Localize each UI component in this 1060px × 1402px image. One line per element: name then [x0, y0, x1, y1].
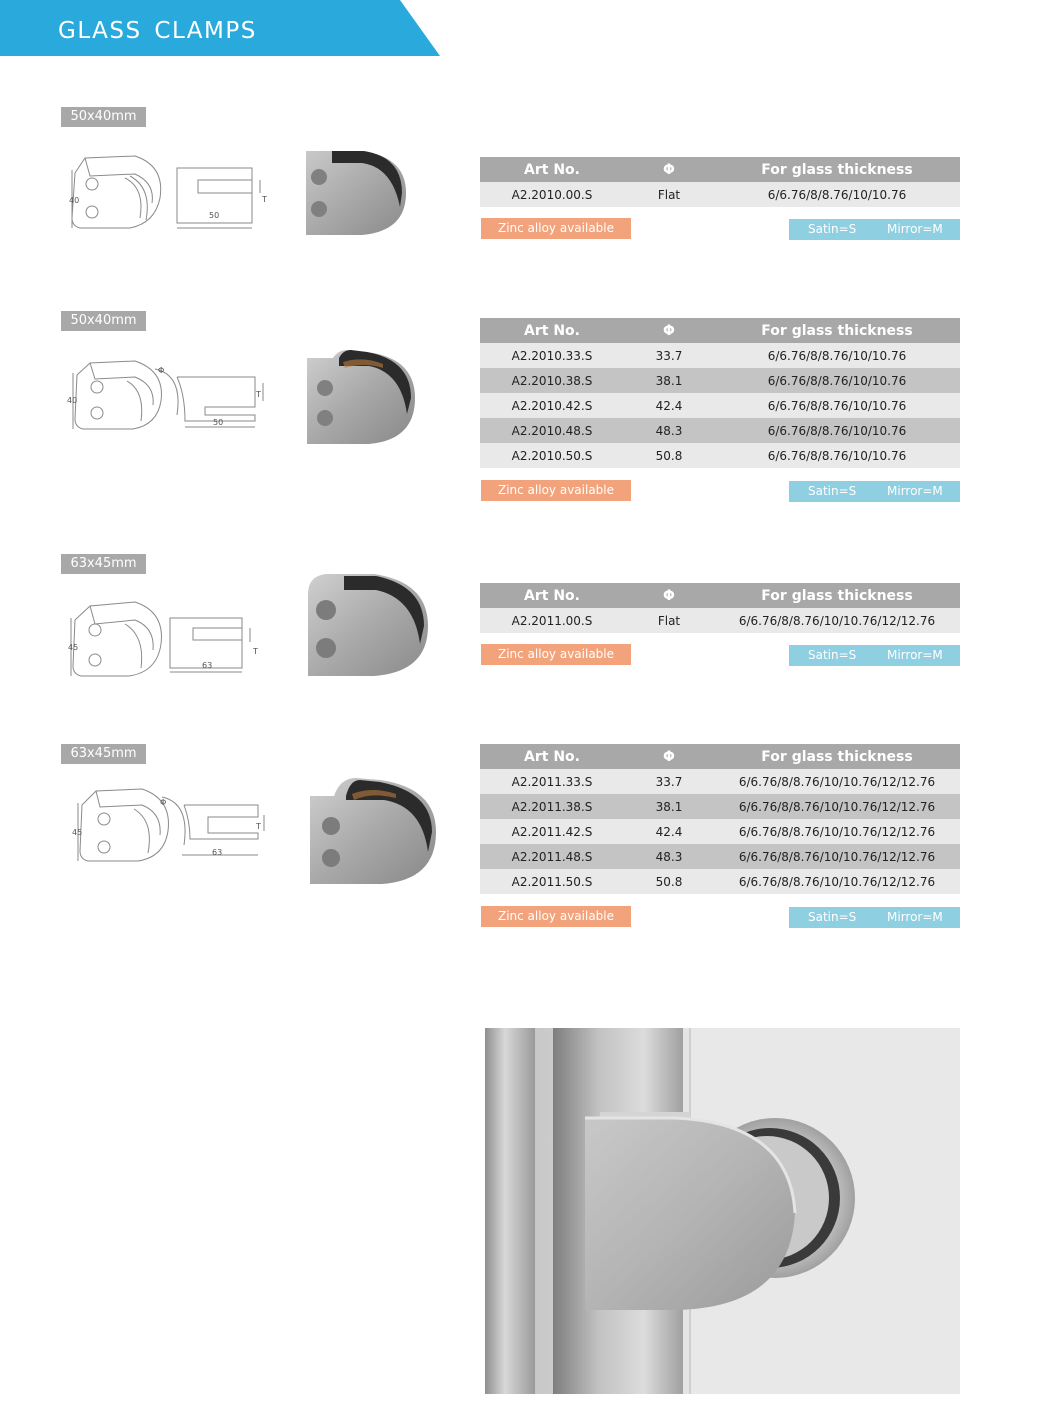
table-row [480, 869, 960, 894]
art-no-cell: A2.2010.00.S [480, 182, 624, 207]
size-label: 63x45mm [61, 554, 146, 574]
art-no-cell: A2.2011.33.S [480, 769, 624, 794]
dim-t: T [253, 647, 258, 656]
header-phi: Φ [624, 744, 714, 769]
table-row [480, 343, 960, 368]
thickness-cell: 6/6.76/8/8.76/10/10.76 [714, 393, 960, 418]
thickness-cell: 6/6.76/8/8.76/10/10.76 [714, 182, 960, 207]
spec-table [480, 318, 960, 468]
mirror-label: Mirror=M [887, 910, 943, 924]
phi-cell: 50.8 [624, 443, 714, 468]
thickness-cell: 6/6.76/8/8.76/10/10.76/12/12.76 [714, 869, 960, 894]
thickness-cell: 6/6.76/8/8.76/10/10.76/12/12.76 [714, 794, 960, 819]
table-row [480, 418, 960, 443]
zinc-alloy-badge: Zinc alloy available [481, 644, 631, 665]
phi-cell: 42.4 [624, 819, 714, 844]
dim-height: 40 [67, 396, 78, 405]
art-no-cell: A2.2010.38.S [480, 368, 624, 393]
spec-table [480, 157, 960, 207]
art-no-cell: A2.2011.50.S [480, 869, 624, 894]
header-thickness: For glass thickness [714, 744, 960, 769]
art-no-cell: A2.2010.33.S [480, 343, 624, 368]
phi-cell: 33.7 [624, 343, 714, 368]
phi-cell: Flat [624, 608, 714, 633]
satin-label: Satin=S [808, 910, 857, 924]
header-thickness: For glass thickness [714, 318, 960, 343]
table-row [480, 368, 960, 393]
spec-table [480, 744, 960, 894]
finish-badge [789, 645, 960, 666]
header-thickness: For glass thickness [714, 157, 960, 182]
dim-height: 40 [69, 196, 80, 205]
finish-badge [789, 219, 960, 240]
thickness-cell: 6/6.76/8/8.76/10/10.76 [714, 418, 960, 443]
dim-width: 63 [202, 661, 213, 670]
clamp-photo [303, 348, 421, 448]
phi-cell: 42.4 [624, 393, 714, 418]
header-art-no: Art No. [480, 157, 624, 182]
dim-t: T [256, 390, 261, 399]
clamp-photo [304, 572, 432, 680]
mirror-label: Mirror=M [887, 484, 943, 498]
table-row [480, 443, 960, 468]
header-art-no: Art No. [480, 744, 624, 769]
phi-cell: 38.1 [624, 368, 714, 393]
art-no-cell: A2.2010.42.S [480, 393, 624, 418]
page-title: GLASS CLAMPS [58, 18, 257, 44]
zinc-alloy-badge: Zinc alloy available [481, 906, 631, 927]
header-phi: Φ [624, 583, 714, 608]
technical-drawing [68, 785, 278, 865]
zinc-alloy-badge: Zinc alloy available [481, 218, 631, 239]
thickness-cell: 6/6.76/8/8.76/10/10.76/12/12.76 [714, 844, 960, 869]
size-label: 63x45mm [61, 744, 146, 764]
art-no-cell: A2.2010.48.S [480, 418, 624, 443]
dim-phi: Φ [158, 366, 165, 375]
art-no-cell: A2.2011.42.S [480, 819, 624, 844]
dim-width: 50 [213, 418, 224, 427]
mirror-label: Mirror=M [887, 648, 943, 662]
thickness-cell: 6/6.76/8/8.76/10/10.76 [714, 343, 960, 368]
phi-cell: Flat [624, 182, 714, 207]
dim-t: T [256, 822, 261, 831]
dim-width: 63 [212, 848, 223, 857]
size-label: 50x40mm [61, 311, 146, 331]
art-no-cell: A2.2010.50.S [480, 443, 624, 468]
header-thickness: For glass thickness [714, 583, 960, 608]
header-art-no: Art No. [480, 583, 624, 608]
art-no-cell: A2.2011.38.S [480, 794, 624, 819]
header-art-no: Art No. [480, 318, 624, 343]
dim-height: 45 [72, 828, 83, 837]
thickness-cell: 6/6.76/8/8.76/10/10.76 [714, 443, 960, 468]
thickness-cell: 6/6.76/8/8.76/10/10.76/12/12.76 [714, 769, 960, 794]
satin-label: Satin=S [808, 222, 857, 236]
spec-table [480, 583, 960, 633]
satin-label: Satin=S [808, 484, 857, 498]
dim-phi: Φ [160, 798, 167, 807]
dim-t: T [262, 195, 267, 204]
installed-clamp-photo [485, 1028, 960, 1394]
finish-badge [789, 481, 960, 502]
header-phi: Φ [624, 157, 714, 182]
size-label: 50x40mm [61, 107, 146, 127]
mirror-label: Mirror=M [887, 222, 943, 236]
art-no-cell: A2.2011.00.S [480, 608, 624, 633]
dim-width: 50 [209, 211, 220, 220]
clamp-photo [306, 776, 440, 888]
finish-badge [789, 907, 960, 928]
art-no-cell: A2.2011.48.S [480, 844, 624, 869]
thickness-cell: 6/6.76/8/8.76/10/10.76 [714, 368, 960, 393]
phi-cell: 38.1 [624, 794, 714, 819]
technical-drawing [65, 598, 275, 680]
table-row [480, 844, 960, 869]
technical-drawing [65, 355, 280, 435]
thickness-cell: 6/6.76/8/8.76/10/10.76/12/12.76 [714, 819, 960, 844]
phi-cell: 50.8 [624, 869, 714, 894]
zinc-alloy-badge: Zinc alloy available [481, 480, 631, 501]
phi-cell: 48.3 [624, 418, 714, 443]
phi-cell: 33.7 [624, 769, 714, 794]
header-phi: Φ [624, 318, 714, 343]
table-row [480, 819, 960, 844]
table-row [480, 182, 960, 207]
table-row [480, 393, 960, 418]
clamp-photo [302, 147, 412, 239]
table-row [480, 794, 960, 819]
table-row [480, 608, 960, 633]
phi-cell: 48.3 [624, 844, 714, 869]
table-row [480, 769, 960, 794]
satin-label: Satin=S [808, 648, 857, 662]
dim-height: 45 [68, 643, 79, 652]
technical-drawing [60, 148, 275, 233]
thickness-cell: 6/6.76/8/8.76/10/10.76/12/12.76 [714, 608, 960, 633]
